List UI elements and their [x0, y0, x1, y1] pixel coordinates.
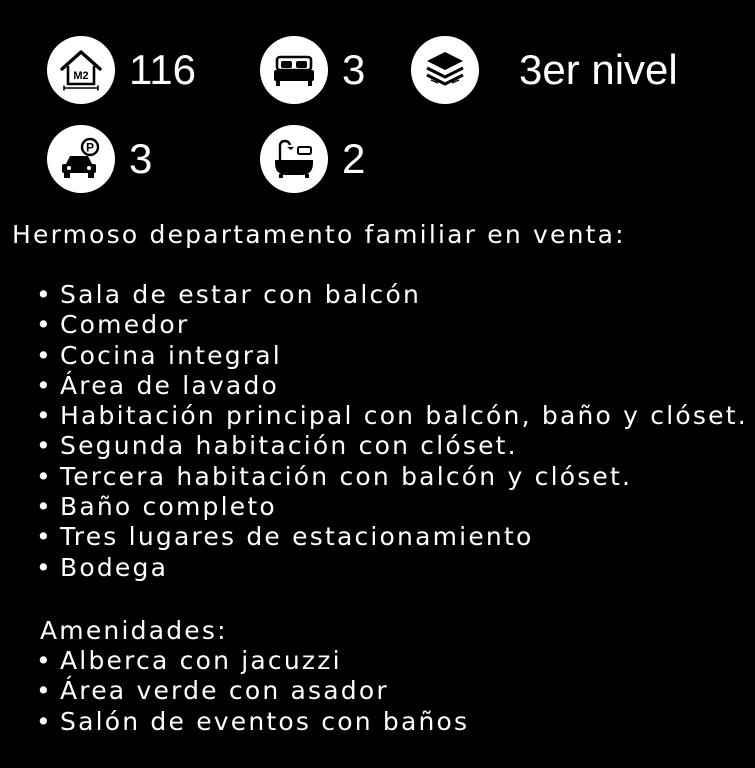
list-item: • Cocina integral: [36, 341, 748, 371]
bathrooms-value: 2: [342, 135, 366, 182]
list-item: • Habitación principal con balcón, baño y clóset.: [36, 401, 748, 431]
parking-p-label: P: [85, 140, 95, 155]
layers-icon: [411, 36, 479, 104]
list-item: • Área de lavado: [36, 371, 748, 401]
list-item: • Sala de estar con balcón: [36, 280, 748, 310]
list-item: • Comedor: [36, 310, 748, 340]
bedrooms-value: 3: [342, 46, 366, 93]
list-item: • Bodega: [36, 553, 748, 583]
level-value: 3er nivel: [519, 46, 678, 93]
list-item: • Área verde con asador: [36, 676, 469, 706]
list-item: • Baño completo: [36, 492, 748, 522]
features-list: [36, 280, 748, 583]
area-value: 116: [129, 46, 196, 93]
bathtub-icon: [260, 125, 328, 193]
m2-house-icon: [47, 36, 115, 104]
level-stat: [411, 36, 678, 104]
list-item: • Salón de eventos con baños: [36, 707, 469, 737]
list-item: • Tres lugares de estacionamiento: [36, 522, 748, 552]
car-parking-icon: [47, 125, 115, 193]
parking-value: 3: [129, 135, 153, 182]
description-intro: Hermoso departamento familiar en venta:: [12, 220, 626, 249]
amenities-title: Amenidades:: [40, 616, 228, 645]
list-item: • Alberca con jacuzzi: [36, 646, 469, 676]
bathrooms-stat: [260, 125, 365, 193]
list-item: • Tercera habitación con balcón y clóset.: [36, 462, 748, 492]
bed-icon: [260, 36, 328, 104]
bedrooms-stat: [260, 36, 365, 104]
area-stat: [47, 36, 196, 104]
amenities-list: [36, 646, 469, 737]
parking-stat: [47, 125, 152, 193]
m2-label: M2: [73, 70, 89, 82]
list-item: • Segunda habitación con clóset.: [36, 431, 748, 461]
